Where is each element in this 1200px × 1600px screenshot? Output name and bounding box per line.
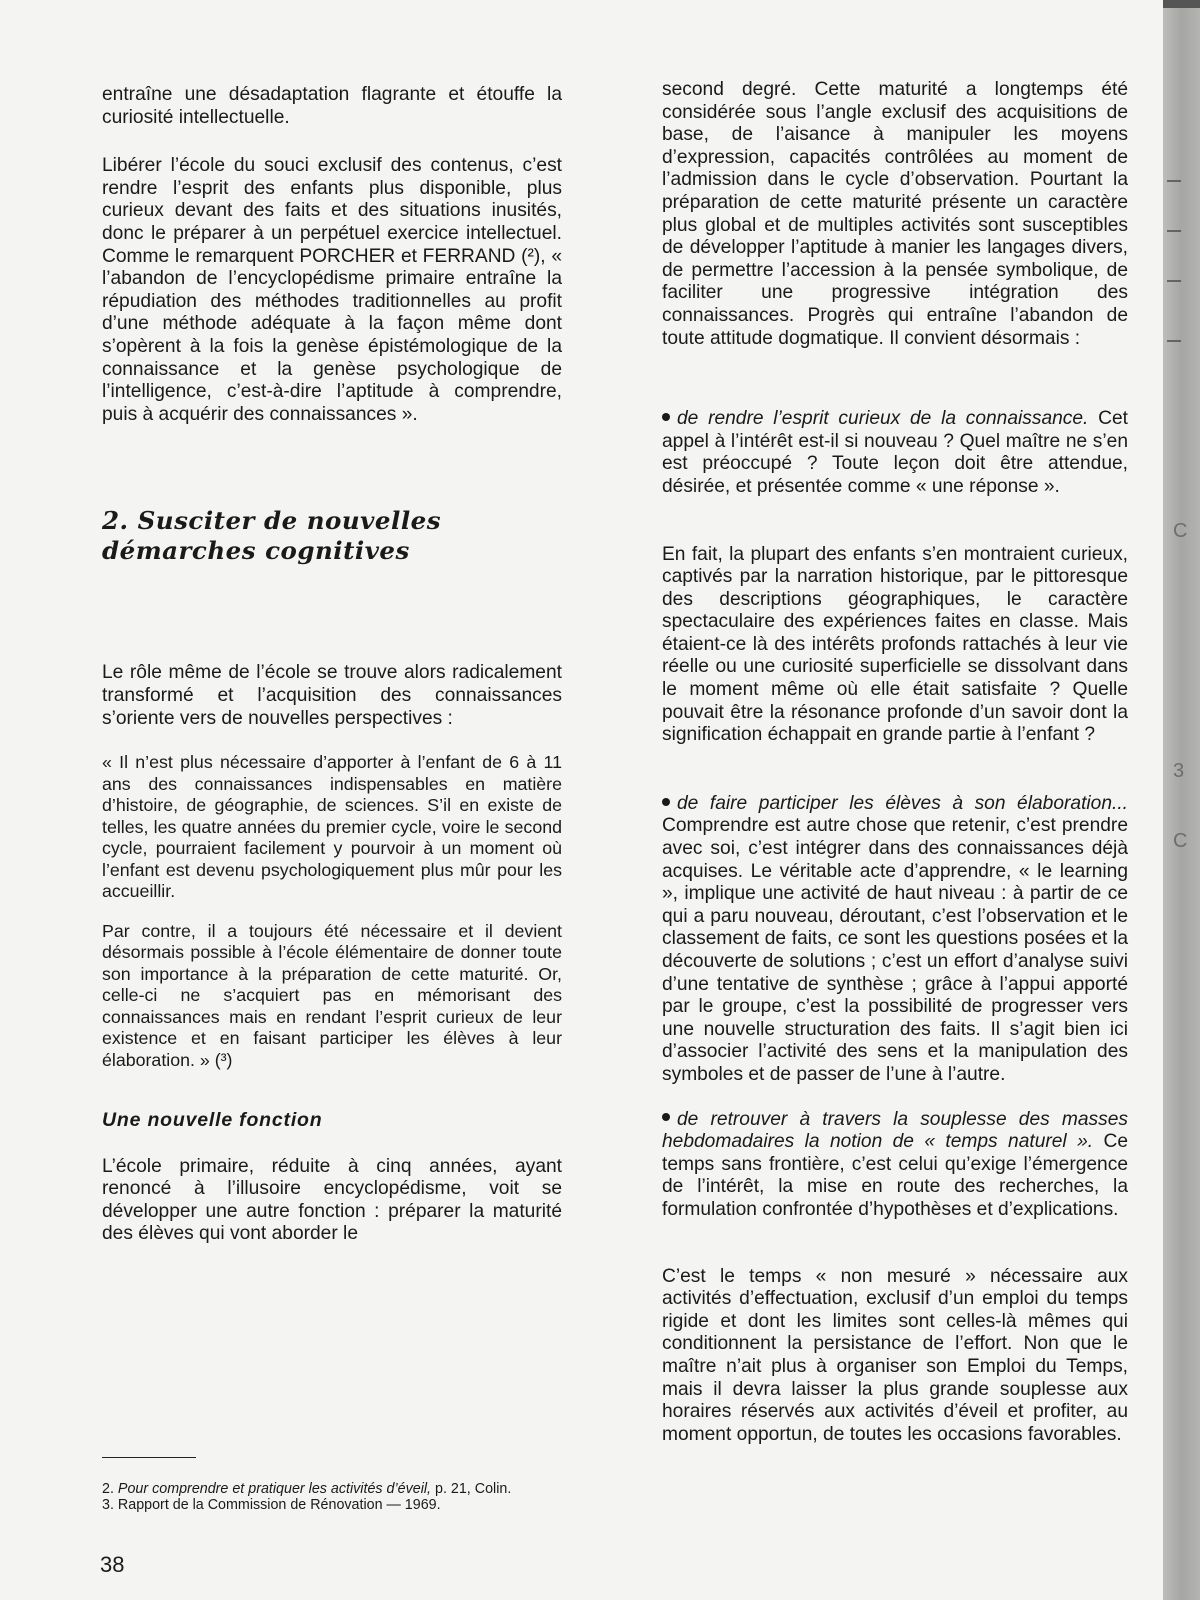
paragraph: C’est le temps « non mesuré » nécessaire aux activités d’effectuation, exclusif d’un emploi du temps rigide et dont les limites sont celles-là mêmes qui conditionnent la persistance de l’effort. Non que le maître n’ait plus à organiser son Emploi du Temps, mais il devra laisser la plus grande souplesse aux horaires réservés aux activités d’éveil et profiter, au moment opportun, de toutes les occasions favorables.: [662, 1265, 1128, 1445]
edge-shadow: [1163, 0, 1200, 8]
bullet-lead: de faire participer les élèves à son élaboration...: [677, 792, 1128, 814]
quote-paragraph: Par contre, il a toujours été nécessaire et il devient désormais possible à l’école élémentaire de donner toute son importance à la préparation de cette maturité. Or, celle-ci ne s’acquiert pas en mémorisant des connaissances mais en rendant l’esprit curieux de leur existence et en faisant participer les élèves à leur élaboration. » (³): [102, 920, 562, 1070]
bullet-text: Ce temps sans frontière, c’est celui qu’exige l’émergence de l’intérêt, la mise en route des recherches, la formulation confrontée d’hypothèses et d’explications.: [662, 1131, 1128, 1220]
sub-heading: Une nouvelle fonction: [102, 1109, 323, 1132]
bullet-lead: de retrouver à travers la souplesse des masses hebdomadaires la notion de « temps naturel ».: [662, 1108, 1128, 1153]
next-page-edge: [1163, 0, 1200, 1600]
paragraph: En fait, la plupart des enfants s’en montraient curieux, captivés par la narration historique, par le pittoresque des descriptions géographiques, le caractère spectaculaire des expériences faites en classe. Mais étaient-ce là des intérêts profonds rattachés à leur vie réelle ou une curiosité superficielle se dissolvant dans le moment même où elle était satisfaite ? Quelle pouvait être la résonance profonde d’un savoir dont la signification échappait en grande partie à l’enfant ?: [662, 543, 1128, 746]
footnote: 2. Pour comprendre et pratiquer les activités d’éveil, p. 21, Colin.: [102, 1481, 512, 1497]
left-column: [102, 84, 562, 1246]
section-heading: 2. Susciter de nouvelles démarches cognitives: [102, 506, 442, 566]
bullet-text: Cet appel à l’intérêt est-il si nouveau ? Quel maître ne s’en est préoccupé ? Toute leçon doit être attendue, désirée, et présentée comme « une réponse ».: [662, 408, 1128, 497]
quote-paragraph: « Il n’est plus nécessaire d’apporter à l’enfant de 6 à 11 ans des connaissances indispensables en matière d’histoire, de géographie, de sciences. S’il en existe de telles, les quatre années du premier cycle, voire le second cycle, pourraient facilement y pourvoir à un moment où l’enfant est devenu psychologiquement plus mûr pour les accueillir.: [102, 752, 562, 902]
page-number: 38: [100, 1552, 125, 1577]
bullet-icon: [662, 413, 670, 421]
footnotes: [102, 1482, 562, 1513]
paragraph: L’école primaire, réduite à cinq années, ayant renoncé à l’illusoire encyclopédisme, voit se développer une autre fonction : préparer la maturité des élèves qui vont aborder le: [102, 1155, 562, 1245]
paragraph: Libérer l’école du souci exclusif des contenus, c’est rendre l’esprit des enfants plus disponible, plus curieux devant des faits et des situations inusités, donc le préparer à un perpétuel exercice intellectuel. Comme le remarquent PORCHER et FERRAND (²), « l’abandon de l’encyclopédisme primaire entraîne la répudiation des méthodes traditionnelles au profit d’une méthode adéquate à la façon même dont s’opèrent à la fois la genèse épistémologique de la connaissance et la genèse psychologique de l’intelligence, c’est-à-dire l’aptitude à comprendre, puis à acquérir des connaissances ».: [102, 155, 562, 425]
edge-mark: [1167, 180, 1181, 182]
edge-glyph: C: [1173, 830, 1188, 852]
bullet-item: [662, 408, 1128, 498]
edge-mark: [1167, 340, 1181, 342]
edge-mark: [1167, 280, 1181, 282]
edge-glyph: C: [1173, 520, 1188, 542]
bullet-icon: [662, 1113, 670, 1121]
bullet-item: [662, 1109, 1128, 1222]
edge-mark: [1167, 230, 1181, 232]
bullet-text: Comprendre est autre chose que retenir, c’est prendre avec soi, c’est intégrer dans des connaissances déjà acquises. Le véritable acte d’apprendre, « le learning », implique une activité de haut niveau : à partir de ce qui a paru nouveau, déroutant, c’est l’observation et le classement de faits, ce sont les questions posées et la découverte de solutions ; c’est un effort d’analyse suivi d’une tentative de synthèse ; grâce à l’appui apporté par le groupe, c’est la possibilité de progresser vers une nouvelle structuration des faits. Il s’agit bien ici d’associer l’activité des sens et la manipulation des symboles et de passer de l’une à l’autre.: [662, 815, 1128, 1085]
bullet-lead: de rendre l’esprit curieux de la connaissance.: [677, 408, 1089, 430]
footnote-title: Pour comprendre et pratiquer les activités d’éveil,: [117, 1481, 432, 1497]
right-column: [662, 79, 1128, 1446]
paragraph: entraîne une désadaptation flagrante et étouffe la curiosité intellectuelle.: [102, 84, 562, 128]
bullet-item: [662, 793, 1128, 1087]
footnote: 3. Rapport de la Commission de Rénovation — 1969.: [102, 1496, 441, 1513]
bullet-icon: [662, 798, 670, 806]
paragraph: second degré. Cette maturité a longtemps été considérée sous l’angle exclusif des acquisitions de base, de l’aisance à manipuler les moyens d’expression, capacités contrôlées au moment de l’admission dans le cycle d’observation. Pourtant la préparation de cette maturité présente un caractère plus global et de multiples activités sont susceptibles de développer l’aptitude à manier les langages divers, de permettre l’accession à la pensée symbolique, de faciliter une progressive intégration des connaissances. Progrès qui entraîne l’abandon de toute attitude dogmatique. Il convient désormais :: [662, 79, 1128, 349]
footnote-divider: [102, 1457, 196, 1458]
paragraph: Le rôle même de l’école se trouve alors radicalement transformé et l’acquisition des connaissances s’oriente vers de nouvelles perspectives :: [102, 662, 562, 729]
edge-glyph: 3: [1173, 760, 1185, 782]
